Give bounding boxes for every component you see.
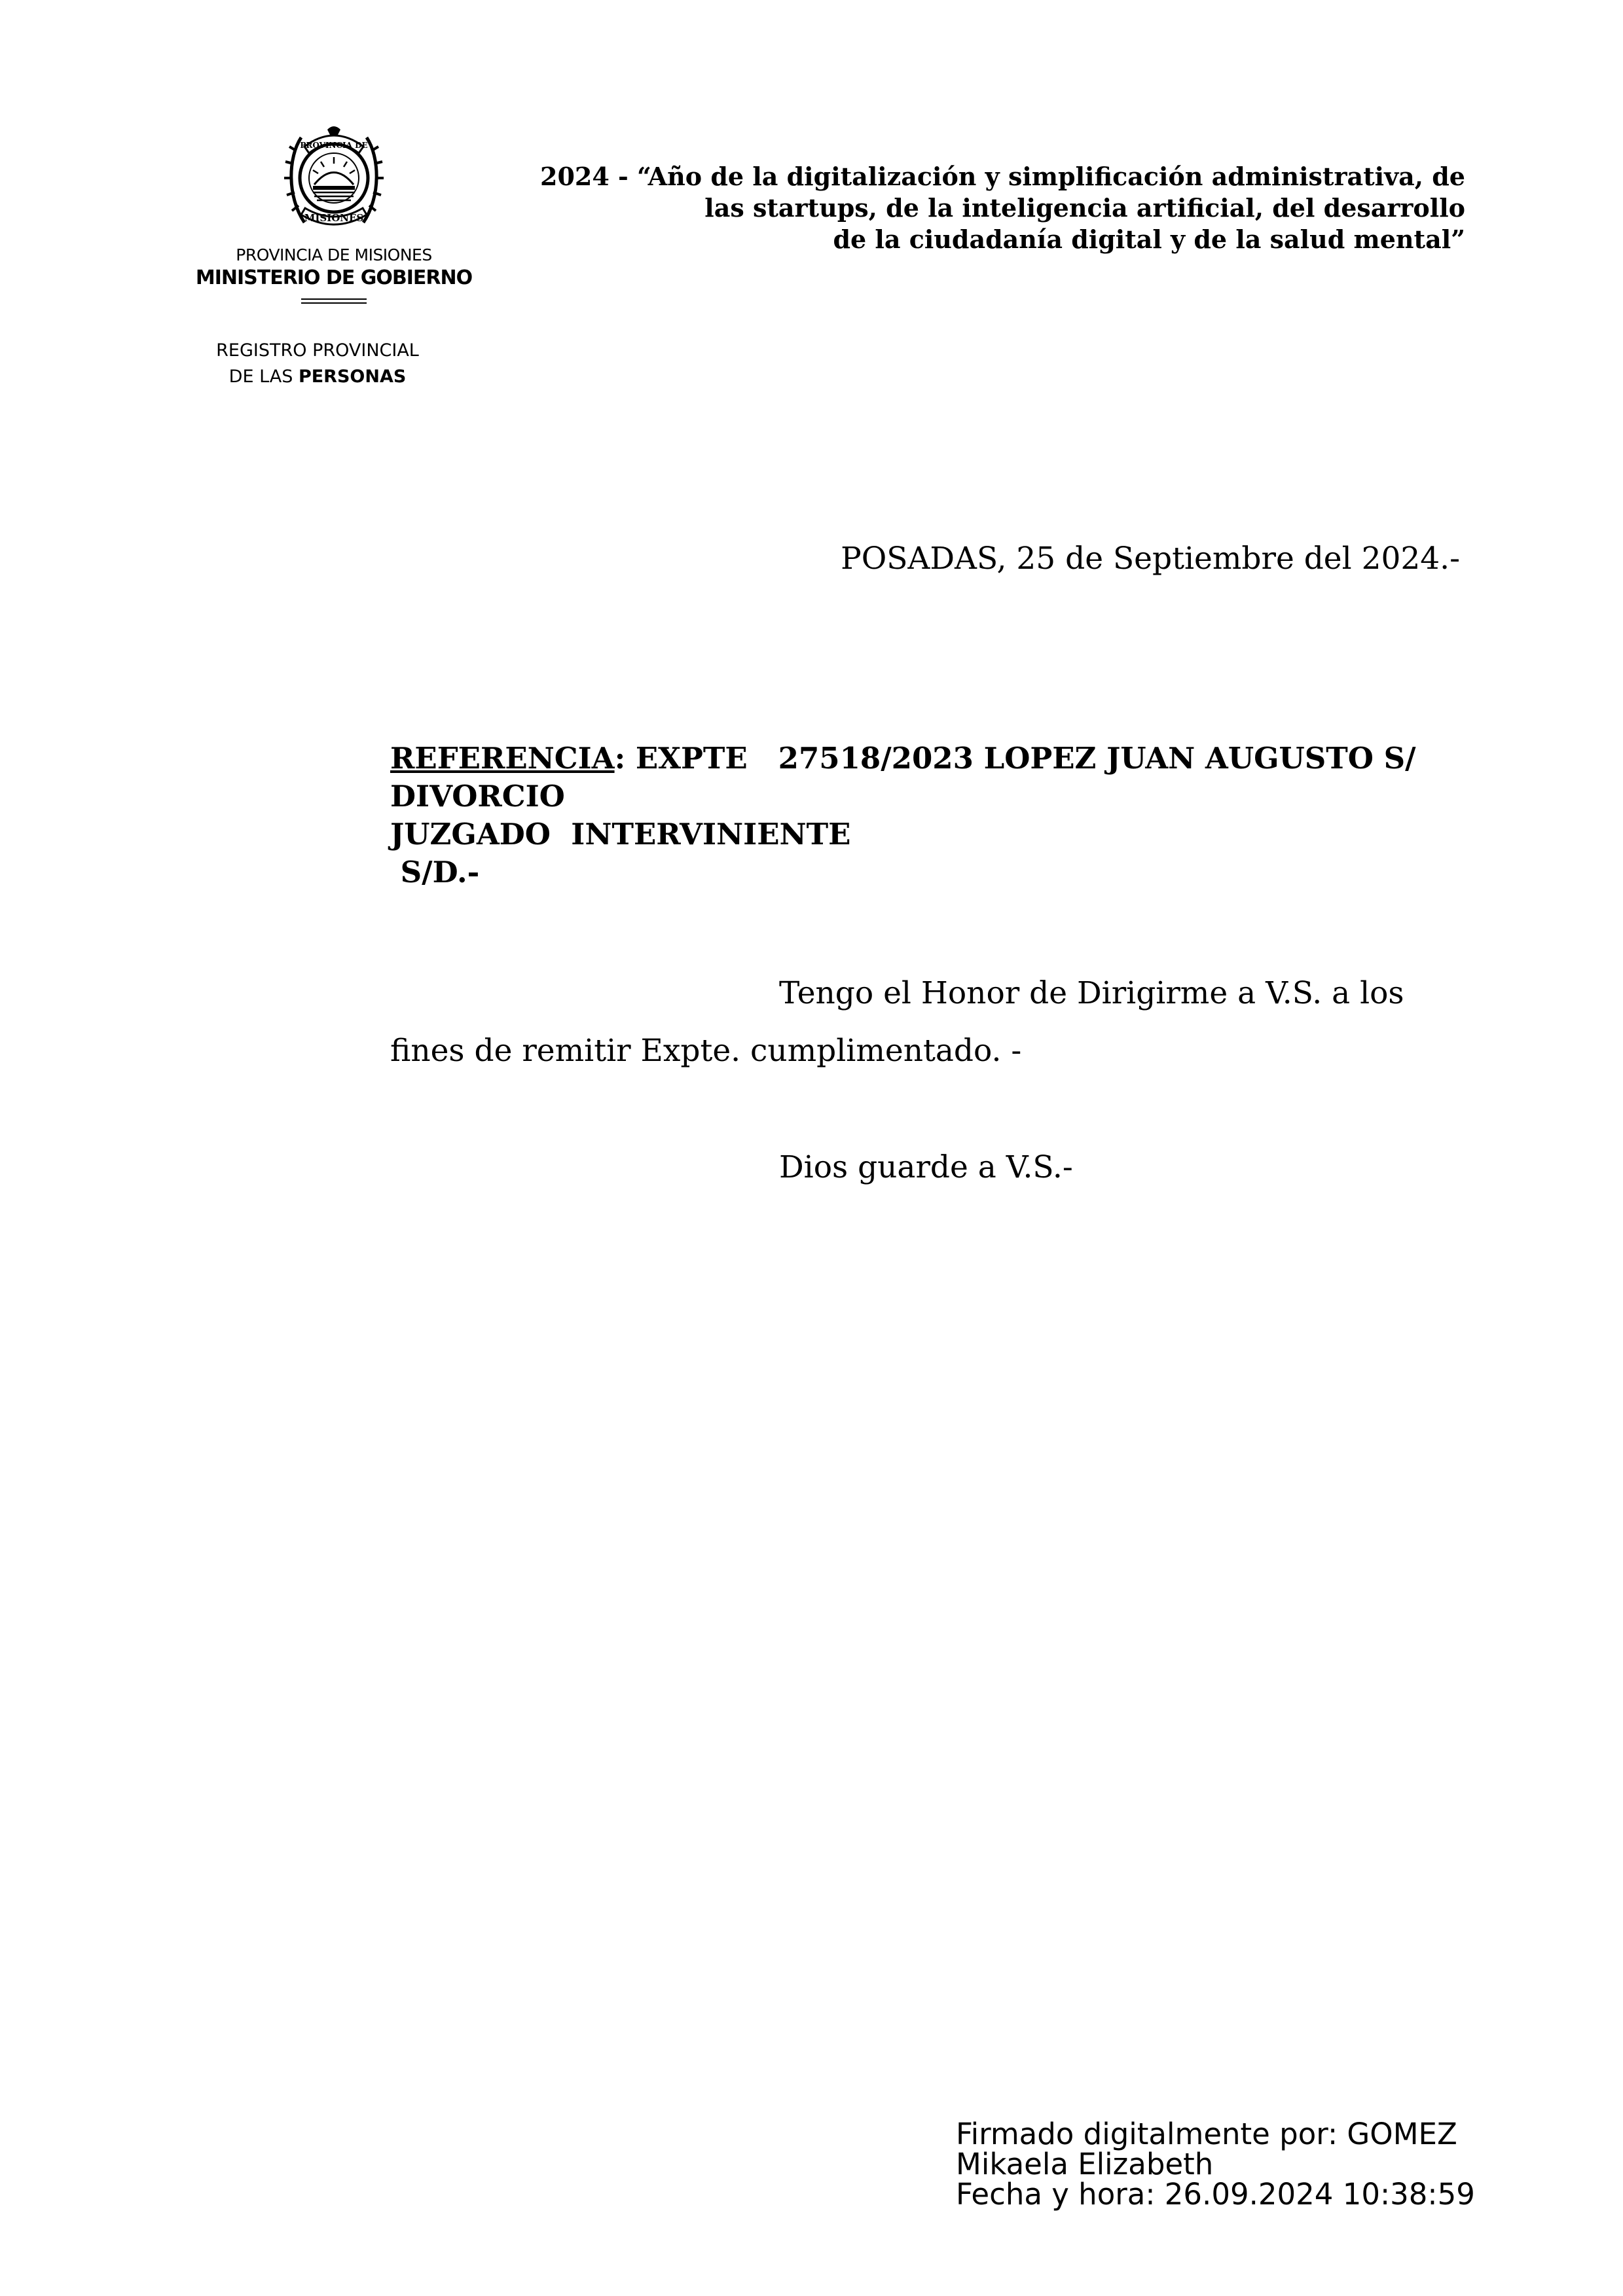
reference-line-4: S/D.-	[390, 855, 480, 889]
registro-provincial	[177, 338, 458, 390]
seal-bottom-text: MISIONES	[304, 212, 364, 224]
reference-line-3: JUZGADO INTERVINIENTE	[390, 817, 851, 852]
signature-line-3: Fecha y hora: 26.09.2024 10:38:59	[956, 2177, 1475, 2212]
logo-province-text: PROVINCIA DE MISIONES	[236, 245, 432, 264]
closing-line: Dios guarde a V.S.-	[779, 1149, 1073, 1185]
motto-line-1: 2024 - “Año de la digitalización y simplificación administrativa, de	[540, 162, 1465, 191]
reference-line-1	[390, 740, 1503, 778]
provincial-seal-icon	[275, 124, 393, 236]
reference-line-1-rest: : EXPTE 27518/2023 LOPEZ JUAN AUGUSTO S/	[614, 741, 1416, 776]
motto-line-3: de la ciudadanía digital y de la salud mental”	[833, 224, 1465, 254]
digital-signature	[956, 2119, 1519, 2210]
signature-line-1: Firmado digitalmente por: GOMEZ	[956, 2117, 1457, 2151]
reference-block	[390, 740, 1503, 891]
logo-divider	[301, 298, 367, 300]
seal-top-text: PROVINCIA DE	[300, 141, 368, 150]
registro-line-2-bold: PERSONAS	[298, 367, 407, 387]
reference-line-2: DIVORCIO	[390, 779, 565, 814]
body-line-1: Tengo el Honor de Dirigirme a V.S. a los	[779, 975, 1404, 1011]
registro-line-2	[177, 364, 458, 390]
registro-line-1: REGISTRO PROVINCIAL	[216, 340, 419, 361]
registro-line-2-prefix: DE LAS	[228, 367, 299, 387]
logo-divider	[301, 302, 367, 304]
year-motto	[458, 161, 1465, 255]
logo-ministry-text: MINISTERIO DE GOBIERNO	[195, 266, 473, 289]
reference-label: REFERENCIA	[390, 741, 615, 776]
signature-line-2: Mikaela Elizabeth	[956, 2147, 1214, 2181]
motto-line-2: las startups, de la inteligencia artificial, del desarrollo	[704, 193, 1465, 223]
letter-date: POSADAS, 25 de Septiembre del 2024.-	[841, 541, 1460, 577]
body-line-2: fines de remitir Expte. cumplimentado. -	[390, 1033, 1022, 1069]
